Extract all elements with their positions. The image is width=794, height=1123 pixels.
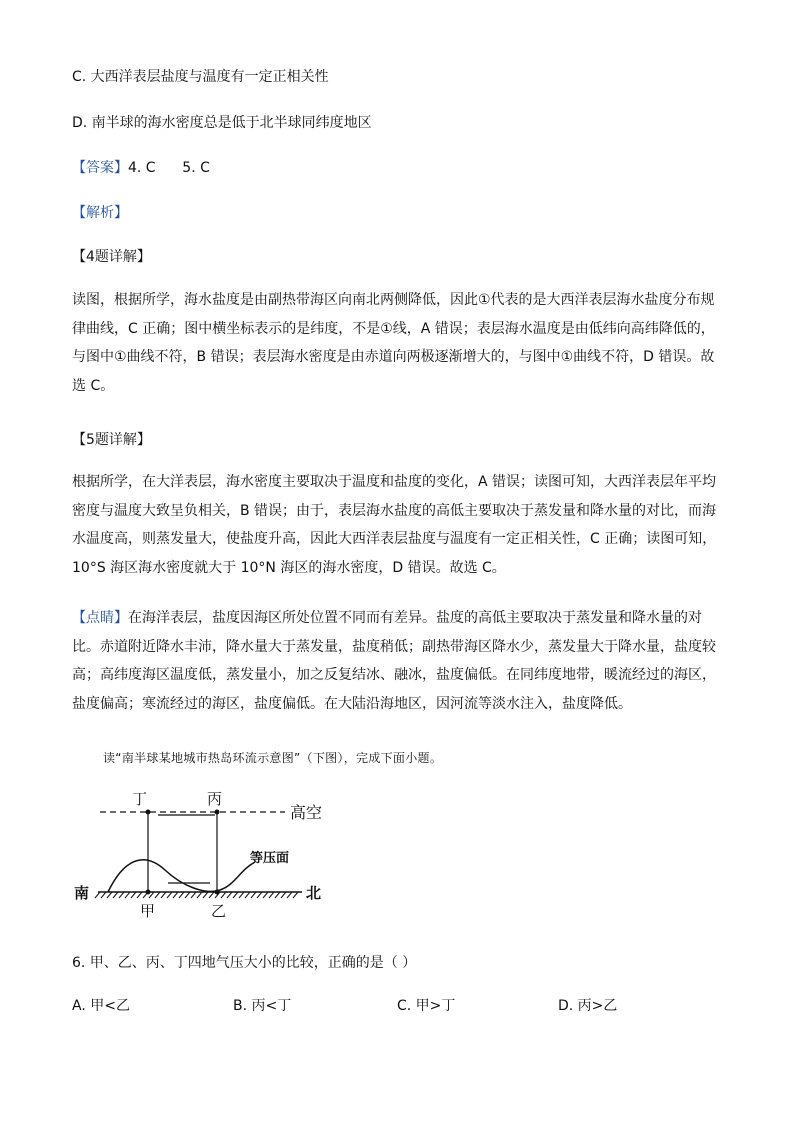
q4-line: 律曲线，C 正确；图中横坐标表示的是纬度，不是①线，A 错误；表层海水温度是由低纬向高纬降低的， — [72, 320, 715, 337]
option-c-prev: C. 大西洋表层盐度与温度有一定正相关性 — [72, 69, 329, 85]
analysis-label: 【解析】 — [72, 205, 128, 221]
ground-hatching — [95, 892, 298, 898]
point-ding — [146, 810, 151, 815]
tip-line: 高；高纬度海区温度低，蒸发量小，加之反复结冰、融冰，盐度偏低。在同纬度地带，暖流经过的海区， — [72, 667, 716, 683]
label-high-air: 高空 — [290, 803, 323, 822]
point-jia — [146, 890, 151, 895]
q4-explanation — [72, 286, 724, 400]
tip-line: 比。赤道附近降水丰沛，降水量大于蒸发量，盐度稍低；副热带海区降水少，蒸发量大于降水量，盐度较 — [72, 638, 716, 655]
label-isobar: 等压面 — [250, 851, 290, 866]
isobar-curve — [108, 860, 255, 892]
option-d-prev: D. 南半球的海水密度总是低于北半球同纬度地区 — [72, 115, 372, 131]
option-a[interactable]: A. 甲<乙 — [72, 998, 130, 1014]
label-yi: 乙 — [211, 902, 227, 920]
label-ding: 丁 — [132, 790, 148, 808]
point-bing — [215, 810, 220, 815]
q5-heading: 【5题详解】 — [72, 432, 151, 448]
q5-line: 密度与温度大致呈负相关，B 错误；由于，表层海水盐度的高低主要取决于蒸发量和降水量的对比，而海 — [72, 502, 717, 519]
figure-caption: 读“南半球某地城市热岛环流示意图”（下图），完成下面小题。 — [103, 751, 443, 765]
q5-line: 10°S 海区海水密度就大于 10°N 海区的海水密度，D 错误。故选 C。 — [72, 559, 506, 576]
label-south: 南 — [74, 884, 90, 902]
answer-label: 【答案】 — [72, 160, 128, 176]
option-b[interactable]: B. 丙<丁 — [233, 998, 292, 1014]
q4-line: 与图中①曲线不符，B 错误；表层海水密度是由赤道向两极逐渐增大的，与图中①曲线不符，D 错误。故 — [72, 349, 715, 365]
q5-line: 水温度高，则蒸发量大，使盐度升高，因此大西洋表层盐度与温度有一定正相关性，C 正确；读图可知， — [72, 531, 717, 547]
label-jia: 甲 — [140, 902, 156, 920]
tip-line: 【点睛】在海洋表层，盐度因海区所处位置不同而有差异。盐度的高低主要取决于蒸发量和降水量的对 — [72, 610, 702, 626]
q5-explanation — [72, 468, 724, 582]
answer-line — [72, 157, 210, 177]
label-bing: 丙 — [207, 790, 223, 808]
option-d[interactable]: D. 丙>乙 — [558, 998, 618, 1014]
q4-line: 选 C。 — [72, 377, 115, 394]
tip-label: 【点睛】 — [72, 610, 128, 626]
option-c[interactable]: C. 甲>丁 — [397, 998, 456, 1014]
answer-text: 4. C 5. C — [128, 160, 210, 176]
q5-line: 根据所学，在大洋表层，海水密度主要取决于温度和盐度的变化，A 错误；读图可知，大西洋表层年平均 — [72, 474, 717, 490]
q4-line: 读图，根据所学，海水盐度是由副热带海区向南北两侧降低，因此①代表的是大西洋表层海水盐度分布规 — [72, 292, 715, 308]
point-yi — [215, 890, 220, 895]
heat-island-diagram — [70, 782, 340, 922]
label-north: 北 — [306, 884, 322, 902]
question-6-stem: 6. 甲、乙、丙、丁四地气压大小的比较，正确的是（ ） — [72, 955, 417, 971]
tip-line: 盐度偏高；寒流经过的海区，盐度偏低。在大陆沿海地区，因河流等淡水注入，盐度降低。 — [72, 695, 632, 712]
tip-paragraph — [72, 604, 724, 718]
q4-heading: 【4题详解】 — [72, 249, 151, 265]
